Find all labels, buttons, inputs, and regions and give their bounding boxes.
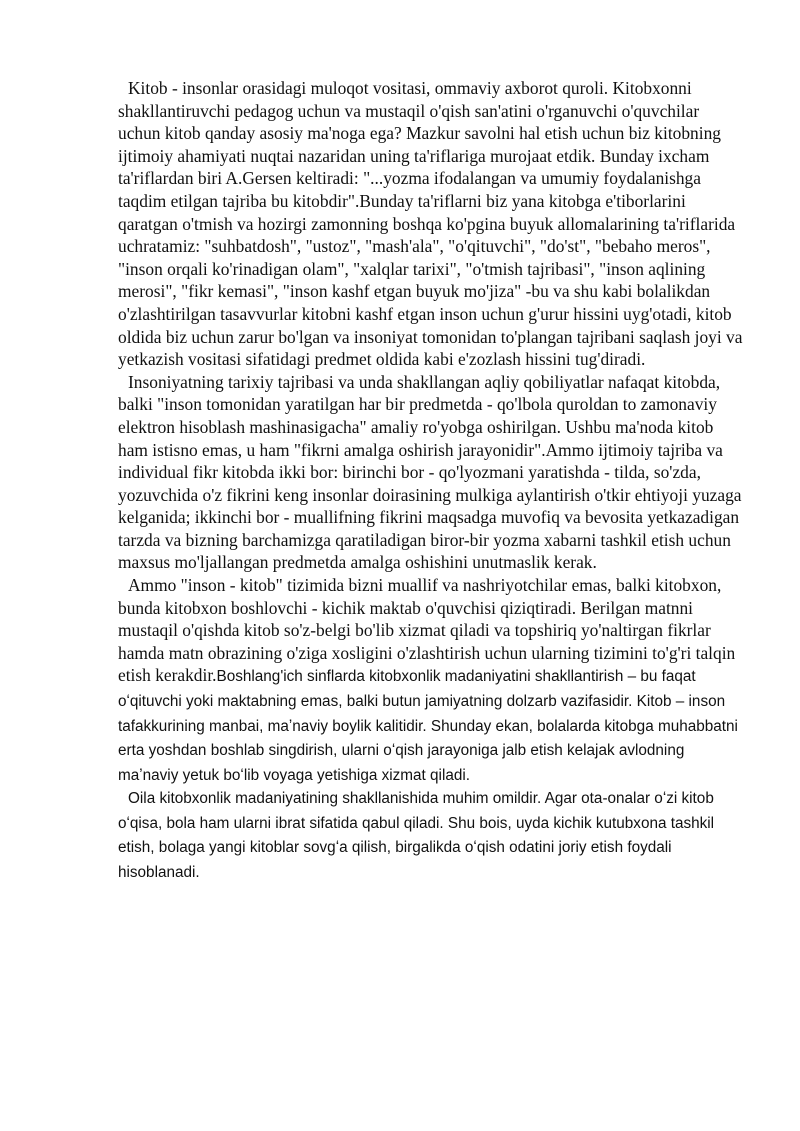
- paragraph-reader-system-serif-text: Ammo "inson - kitob" tizimida bizni muallif va nashriyotchilar emas, balki kitobxon, bunda kitobxon boshlovchi - kichik maktab o'quvchisi qiziqtiradi. Berilgan matnni mustaqil o'qishda kitob so'z-belgi bo'lib xizmat qiladi va topshiriq yo'naltirgan fikrlar hamda matn obrazining o'ziga xosligini o'zlashtirish uchun ularning tizimini to'g'ri talqin etish kerakdir.: [118, 575, 736, 686]
- document-page: [118, 77, 744, 885]
- paragraph-reader-system-sans-text: Boshlang'ich sinflarda kitobxonlik madaniyatini shakllantirish – bu faqat oʻqituvchi yoki maktabning emas, balki butun jamiyatning dolzarb vazifasidir. Kitob – inson tafakkurining manbai, maʼnaviy boylik kalitidir. Shunday ekan, bolalarda kitobga muhabbatni erta yoshdan boshlab singdirish, ularni oʻqish jarayoniga jalb etish kelajak avlodning maʼnaviy yetuk boʻlib voyaga yetishiga xizmat qiladi.: [118, 668, 738, 784]
- paragraph-family-role: Oila kitobxonlik madaniyatining shakllanishida muhim omildir. Agar ota-onalar oʻzi kitob oʻqisa, bola ham ularni ibrat sifatida qabul qiladi. Shu bois, uyda kichik kutubxona tashkil etish, bolaga yangi kitoblar sovgʻa qilish, birgalikda oʻqish odatini joriy etish foydali hisoblanadi.: [118, 790, 715, 881]
- paragraph-historical-experience: Insoniyatning tarixiy tajribasi va unda shakllangan aqliy qobiliyatlar nafaqat kitobda, balki "inson tomonidan yaratilgan har bir predmetda - qo'lbola quroldan to zamonaviy elektron hisoblash mashinasigacha" amaliy ro'yobga oshirilgan. Ushbu ma'noda kitob ham istisno emas, u ham "fikrni amalga oshirish jarayonidir".Ammo ijtimoiy tajriba va individual fikr kitobda ikki bor: birinchi bor - qo'lyozmani yaratishda - tilda, so'zda, yozuvchida o'z fikrini keng insonlar doirasining mulkiga aylantirish o'tkir ehtiyoji yuzaga kelganida; ikkinchi bor - muallifning fikrini maqsadga muvofiq va bevosita yetkazadigan tarzda va bizning barchamizga qaratiladigan biror-bir yozma xabarni tashkil etish uchun maxsus mo'ljallangan predmetda amalga oshishini unutmaslik kerak.: [118, 371, 742, 573]
- paragraph-kitob-definition: Kitob - insonlar orasidagi muloqot vositasi, ommaviy axborot quroli. Kitobxonni shakllantiruvchi pedagog uchun va mustaqil o'qish san'atini o'rganuvchi o'quvchilar uchun kitob qanday asosiy ma'noga ega? Mazkur savolni hal etish uchun biz kitobning ijtimoiy ahamiyati nuqtai nazaridan uning ta'riflariga murojaat etdik. Bunday ixcham ta'riflardan biri A.Gersen keltiradi: "...yozma ifodalangan va umumiy foydalanishga taqdim etilgan tajriba bu kitobdir".Bunday ta'riflarni biz yana kitobga e'tiborlarini qaratgan o'tmish va hozirgi zamonning boshqa ko'pgina buyuk allomalarining ta'riflarida uchratamiz: "suhbatdosh", "ustoz", "mash'ala", "o'qituvchi", "do'st", "bebaho meros", "inson orqali ko'rinadigan olam", "xalqlar tarixi", "o'tmish tajribasi", "inson aqlining merosi", "fikr kemasi", "inson kashf etgan buyuk mo'jiza" -bu va shu kabi bolalikdan o'zlashtirilgan tasavvurlar kitobni kashf etgan inson uchun g'urur hissini uyg'otadi, kitob oldida biz uchun zarur bo'lgan va insoniyat tomonidan to'plangan tajribani saqlash joyi va yetkazish vositasi sifatidagi predmet oldida kabi e'zozlash hissini tug'diradi.: [118, 78, 743, 370]
- paragraph-reader-system: [118, 574, 744, 787]
